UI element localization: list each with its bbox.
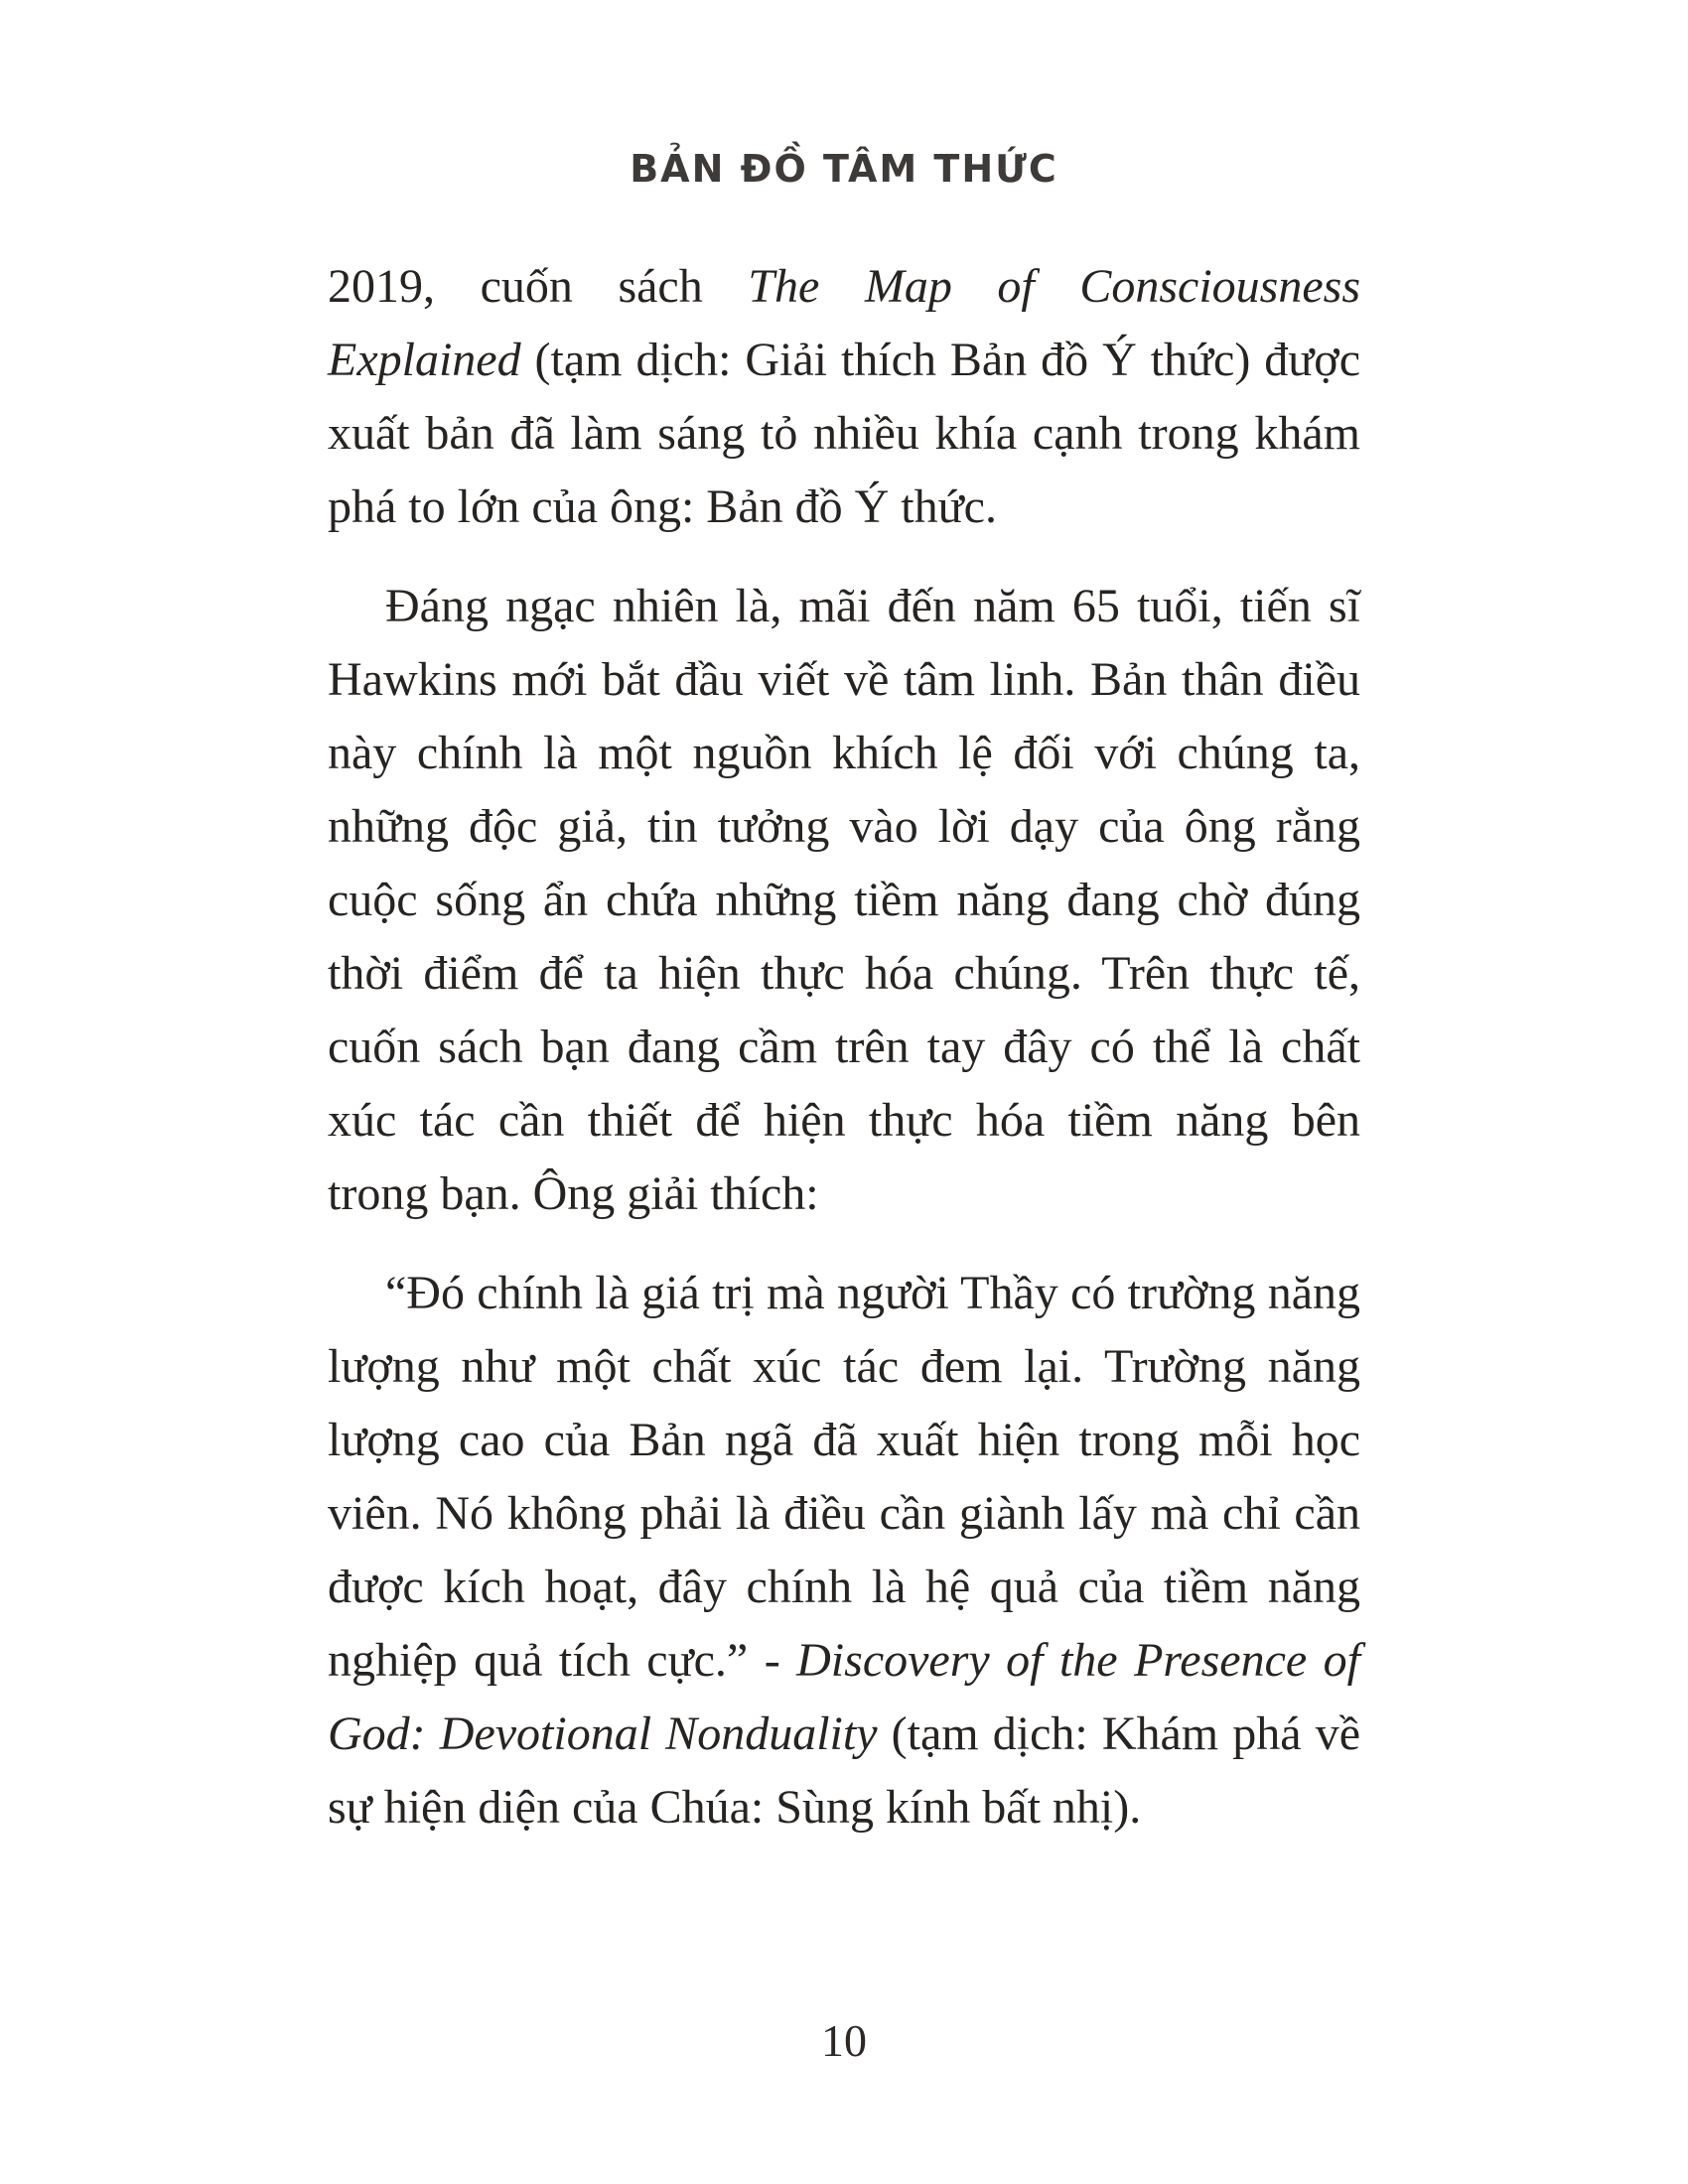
body-text: [328, 250, 1360, 1870]
text-run: 2019, cuốn sách: [328, 260, 749, 313]
book-title-italic: The Map of Consciousness Explained: [328, 260, 1360, 386]
text-run: (tạm dịch: Khám phá về sự hiện diện của Chúa: Sùng kính bất nhị).: [328, 1707, 1360, 1834]
book-title-italic: Discovery of the Presence of God: Devotional Nonduality: [328, 1634, 1360, 1760]
paragraph: [328, 1257, 1360, 1844]
text-run: “Đó chính là giá trị mà người Thầy có trường năng lượng như một chất xúc tác đem lại. Trường năng lượng cao của Bản ngã đã xuất hiện trong mỗi học viên. Nó không phải là điều cần giành lấy mà chỉ cần được kích hoạt, đây chính là hệ quả của tiềm năng nghiệp quả tích cực.” -: [328, 1267, 1360, 1687]
page-number: 10: [821, 2015, 867, 2066]
running-header: BẢN ĐỒ TÂM THỨC: [630, 147, 1058, 191]
text-run: (tạm dịch: Giải thích Bản đồ Ý thức) được xuất bản đã làm sáng tỏ nhiều khía cạnh trong khám phá to lớn của ông: Bản đồ Ý thức.: [328, 334, 1360, 533]
text-run: Đáng ngạc nhiên là, mãi đến năm 65 tuổi, tiến sĩ Hawkins mới bắt đầu viết về tâm linh. Bản thân điều này chính là một nguồn khích lệ đối với chúng ta, những độc giả, tin tưởng vào lời dạy của ông rằng cuộc sống ẩn chứa những tiềm năng đang chờ đúng thời điểm để ta hiện thực hóa chúng. Trên thực tế, cuốn sách bạn đang cầm trên tay đây có thể là chất xúc tác cần thiết để hiện thực hóa tiềm năng bên trong bạn. Ông giải thích:: [328, 580, 1360, 1220]
paragraph: [328, 570, 1360, 1231]
paragraph: [328, 250, 1360, 544]
